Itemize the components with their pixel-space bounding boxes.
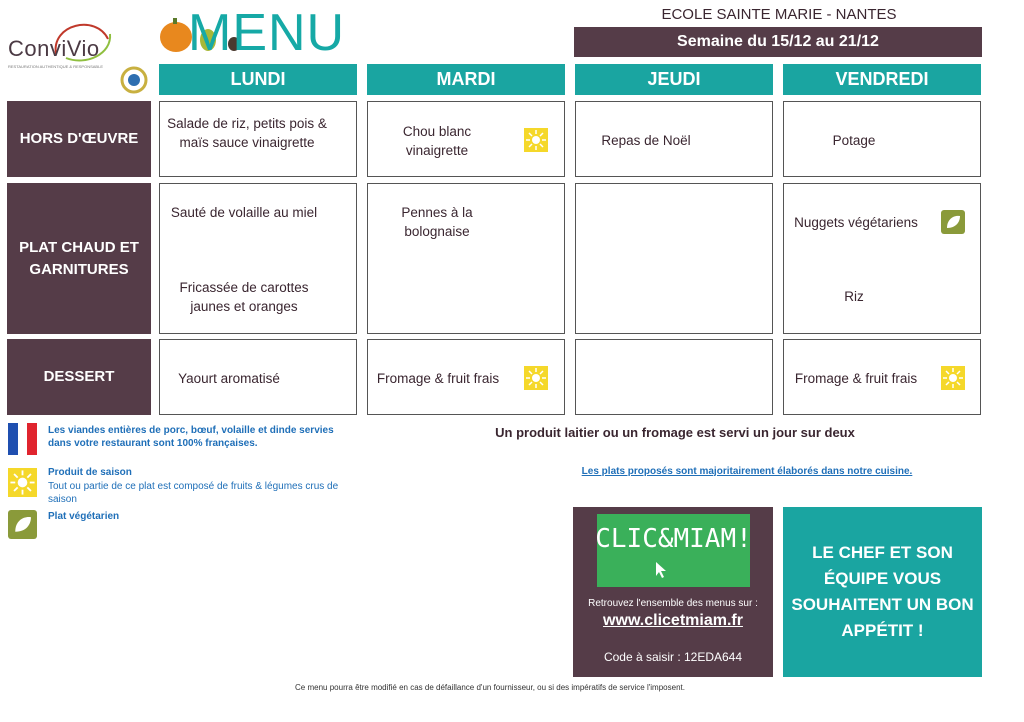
sun-icon: [941, 366, 965, 390]
dish-starter-jeudi: Repas de Noël: [601, 133, 691, 148]
dish-main-vendredi-2: Riz: [844, 289, 864, 304]
legend-meat: Les viandes entières de porc, bœuf, volaille et dinde servies dans votre restaurant sont 100% françaises.: [48, 425, 334, 449]
school-badge-icon: [118, 64, 150, 94]
dish-main-vendredi-1: Nuggets végétariens: [794, 215, 918, 230]
brand-tagline: RESTAURATION AUTHENTIQUE & RESPONSABLE: [8, 64, 103, 69]
cell-dessert-lundi: [159, 339, 357, 415]
dish-starter-mardi: Chou blanc vinaigrette: [402, 124, 472, 158]
cell-starter-jeudi: [575, 101, 773, 177]
dish-starter-vendredi: Potage: [832, 133, 876, 148]
cell-starter-lundi: [159, 101, 357, 177]
clicmiam-logo-text: CLIC&MIAM!: [595, 524, 752, 554]
day-header-vendredi: VENDREDI: [783, 64, 981, 95]
day-header-lundi: LUNDI: [159, 64, 357, 95]
dish-starter-lundi: Salade de riz, petits pois & maïs sauce vinaigrette: [167, 116, 327, 150]
chef-message: LE CHEF ET SON ÉQUIPE VOUS SOUHAITENT UN BON APPÉTIT !: [791, 543, 974, 640]
chef-message-panel: [783, 507, 982, 677]
legend-season-title: Produit de saison: [48, 467, 132, 478]
clicmiam-logo: [597, 514, 750, 587]
sun-icon: [524, 366, 548, 390]
category-starter: HORS D'ŒUVRE: [7, 101, 151, 177]
page-title: MENU: [188, 4, 346, 62]
category-main: [7, 183, 151, 334]
leaf-icon: [941, 210, 965, 234]
dish-dessert-mardi: Fromage & fruit frais: [376, 371, 500, 386]
leaf-icon: [8, 510, 37, 539]
sun-icon: [8, 468, 37, 497]
dish-main-lundi-2: Fricassée de carottes jaunes et oranges: [179, 280, 309, 314]
dish-dessert-vendredi: Fromage & fruit frais: [794, 371, 918, 386]
cell-main-vendredi: [783, 183, 981, 334]
clicmiam-code: Code à saisir : 12EDA644: [603, 650, 743, 664]
dish-dessert-lundi: Yaourt aromatisé: [178, 371, 280, 386]
category-dessert: DESSERT: [7, 339, 151, 415]
legend-season-desc: Tout ou partie de ce plat est composé de fruits & légumes crus de saison: [48, 481, 339, 505]
sun-icon: [524, 128, 548, 152]
clicmiam-sub: Retrouvez l'ensemble des menus sur :: [588, 598, 758, 609]
kitchen-note: Les plats proposés sont majoritairement élaborés dans notre cuisine.: [581, 466, 913, 477]
cell-main-jeudi: [575, 183, 773, 334]
cell-main-lundi: [159, 183, 357, 334]
cell-starter-vendredi: [783, 101, 981, 177]
cell-starter-mardi: [367, 101, 565, 177]
day-header-jeudi: JEUDI: [575, 64, 773, 95]
brand-name: ConviVio: [8, 36, 100, 61]
cursor-icon: [650, 558, 670, 585]
dairy-note: Un produit laitier ou un fromage est servi un jour sur deux: [495, 425, 855, 440]
clicmiam-url-link[interactable]: www.clicetmiam.fr: [603, 612, 743, 629]
legend-veg-title: Plat végétarien: [48, 511, 120, 522]
week-banner: Semaine du 15/12 au 21/12: [574, 27, 982, 57]
footer-disclaimer: Ce menu pourra être modifié en cas de défaillance d'un fournisseur, ou si des impératifs de service l'imposent.: [295, 683, 685, 692]
french-flag-icon: [8, 423, 37, 455]
cell-dessert-vendredi: [783, 339, 981, 415]
cell-dessert-mardi: [367, 339, 565, 415]
school-name: ECOLE SAINTE MARIE - NANTES: [661, 6, 897, 23]
dish-main-mardi: Pennes à la bolognaise: [401, 205, 473, 239]
cell-dessert-jeudi: [575, 339, 773, 415]
cell-main-mardi: [367, 183, 565, 334]
category-main-label: PLAT CHAUD ET GARNITURES: [19, 238, 139, 278]
day-header-mardi: MARDI: [367, 64, 565, 95]
convivio-logo: [6, 14, 116, 74]
dish-main-lundi-1: Sauté de volaille au miel: [170, 205, 318, 220]
